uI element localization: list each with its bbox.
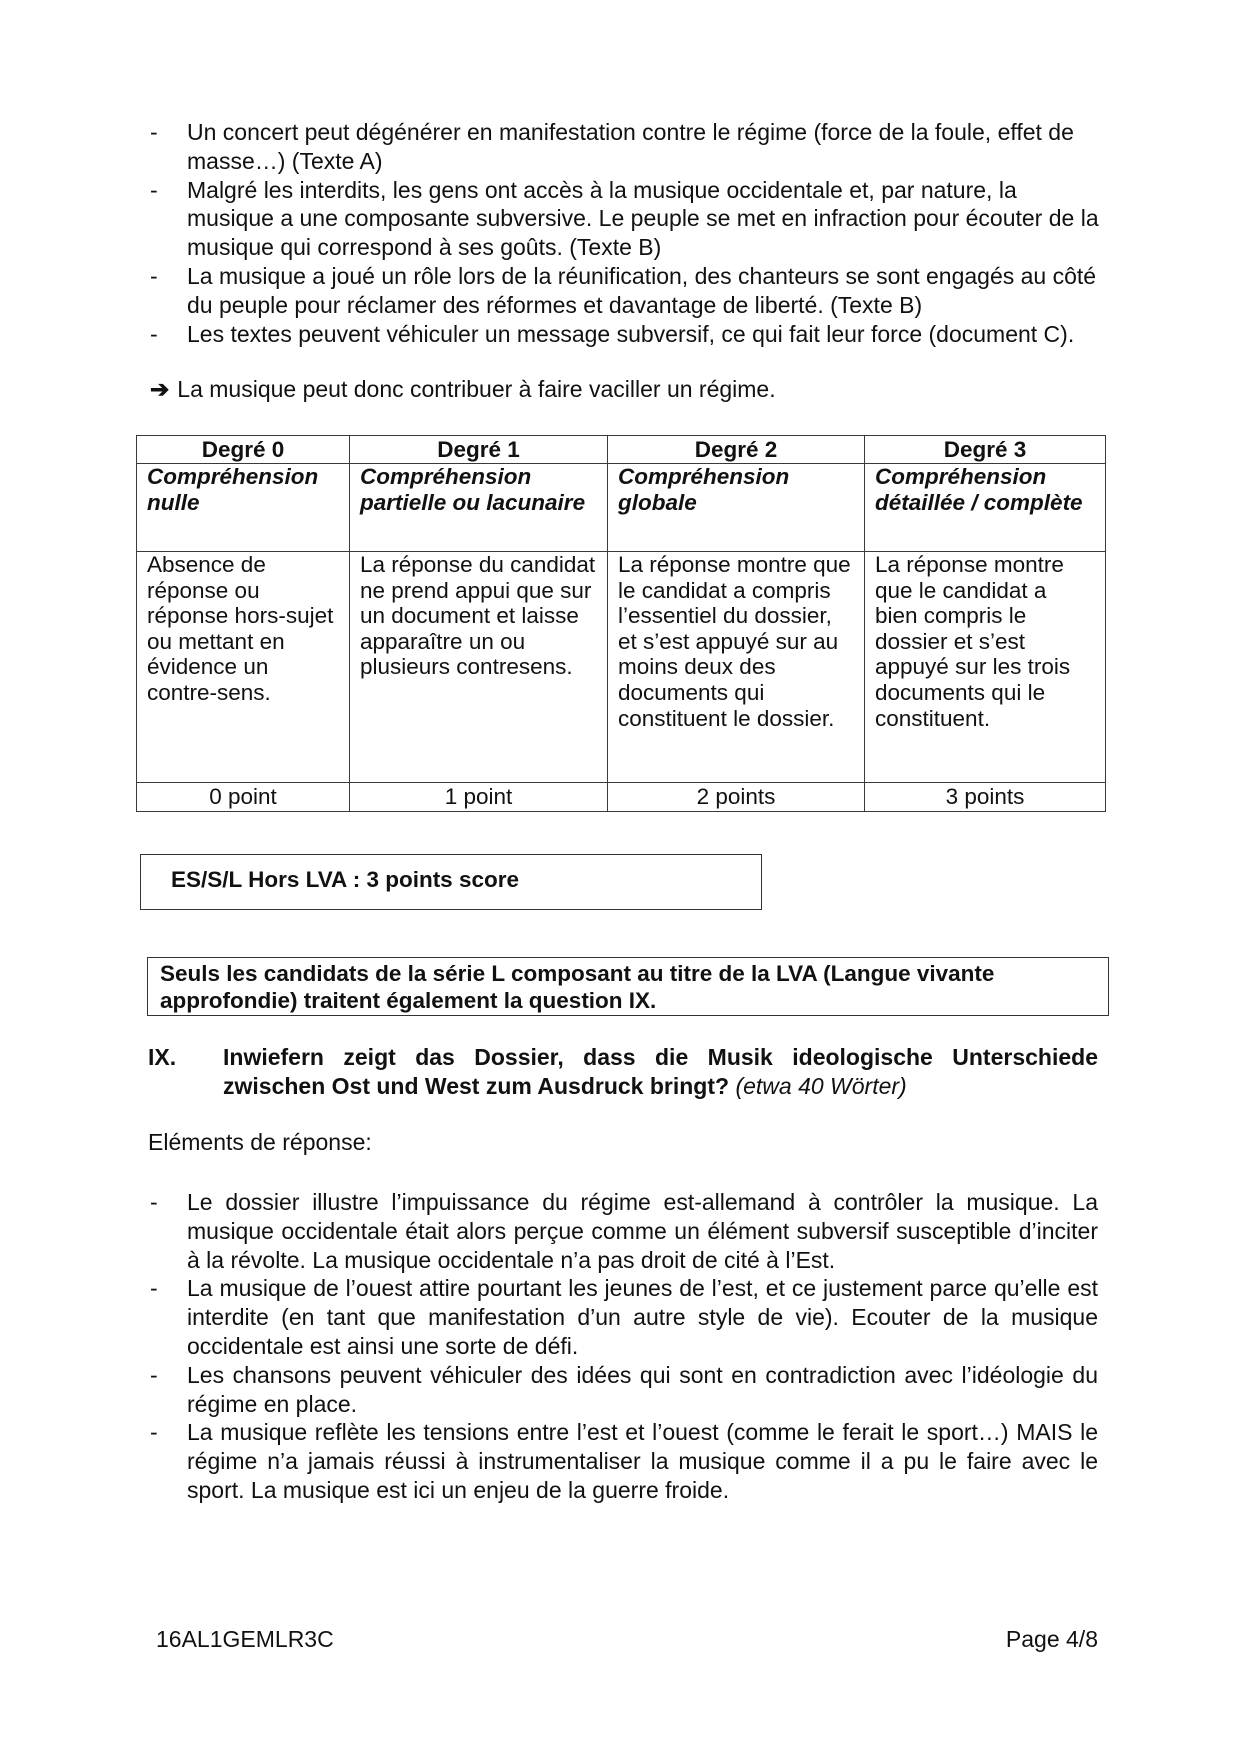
list-item-text: Un concert peut dégénérer en manifestation contre le régime (force de la foule, effet de masse…) (Texte A) [187, 119, 1074, 174]
bullet-dash: - [150, 1189, 158, 1215]
level-cell: Compréhension nulle [137, 464, 350, 552]
list-item-text: La musique a joué un rôle lors de la réunification, des chanteurs se sont engagés au côté du peuple pour réclamer des réformes et davantage de liberté. (Texte B) [187, 262, 1097, 318]
list-item [150, 1274, 1098, 1360]
bullet-dash: - [150, 1275, 158, 1302]
bullet-dash: - [150, 320, 158, 347]
list-item-text: La musique reflète les tensions entre l’est et l’ouest (comme le ferait le sport…) MAIS le régime n’a jamais réussi à instrumentaliser la musique comme il a pu le faire avec le sport. La musique est ici un enjeu de la guerre froide. [187, 1419, 1098, 1503]
section-ix-answer-list [150, 1188, 1098, 1505]
bullet-dash: - [150, 262, 158, 289]
footer-page-number: Page 4/8 [1005, 1626, 1098, 1652]
table-row [137, 464, 1106, 552]
conclusion-line [150, 375, 776, 404]
description-cell: La réponse montre que le candidat a compris l’essentiel du dossier, et s’est appuyé sur au moins deux des documents qui constituent le dossier. [608, 552, 865, 783]
table-row [137, 783, 1106, 812]
table-header-row [137, 436, 1106, 464]
bullet-dash: - [150, 1361, 158, 1388]
list-item [150, 176, 1110, 262]
list-item-text: Les chansons peuvent véhiculer des idées qui sont en contradiction avec l’idéologie du régime en place. [187, 1361, 1098, 1417]
list-item [150, 262, 1110, 320]
list-item [150, 320, 1110, 349]
question-number: IX. [148, 1044, 177, 1070]
table-row [137, 552, 1106, 783]
list-item-text: Le dossier illustre l’impuissance du régime est-allemand à contrôler la musique. La musique occidentale était alors perçue comme un élément subversif susceptible d’inciter à la révolte. La musique occidentale n’a pas droit de cité à l’Est. [187, 1189, 1098, 1273]
grading-table [136, 435, 1106, 812]
header-cell: Degré 0 [137, 436, 350, 464]
description-cell: La réponse montre que le candidat a bien compris le dossier et s’est appuyé sur les trois documents qui le constituent. [865, 552, 1106, 783]
list-item-text: Malgré les interdits, les gens ont accès à la musique occidentale et, par nature, la musique a une composante subversive. Le peuple se met en infraction pour écouter de la musique qui correspond à ses goûts. (Texte B) [187, 176, 1099, 261]
level-cell: Compréhension partielle ou lacunaire [350, 464, 608, 552]
list-item-text: Les textes peuvent véhiculer un message subversif, ce qui fait leur force (document C). [187, 320, 1075, 347]
points-cell: 0 point [137, 783, 350, 812]
header-cell: Degré 3 [865, 436, 1106, 464]
list-item [150, 1361, 1098, 1419]
description-cell: Absence de réponse ou réponse hors-sujet ou mettant en évidence un contre-sens. [137, 552, 350, 783]
question-hint: (etwa 40 Wörter) [735, 1073, 907, 1099]
list-item-text: La musique de l’ouest attire pourtant les jeunes de l’est, et ce justement parce qu’elle est interdite (en tant que manifestation d’un autre style de vie). Ecouter de la musique occidentale est ainsi une sorte de défi. [187, 1275, 1098, 1359]
points-cell: 3 points [865, 783, 1106, 812]
level-cell: Compréhension globale [608, 464, 865, 552]
list-item [150, 1418, 1098, 1504]
question-text: Inwiefern zeigt das Dossier, dass die Musik ideologische Unterschiede zwischen Ost und West zum Ausdruck bringt? [223, 1044, 1098, 1099]
bullet-dash: - [150, 119, 158, 145]
list-item [150, 118, 1110, 176]
list-item [150, 1188, 1098, 1274]
points-cell: 2 points [608, 783, 865, 812]
conclusion-text: La musique peut donc contribuer à faire vaciller un régime. [177, 376, 776, 402]
lva-notice-text: Seuls les candidats de la série L composant au titre de la LVA (Langue vivante approfondie) traitent également la question IX. [160, 961, 995, 1013]
score-box-text: ES/S/L Hors LVA : 3 points score [171, 867, 519, 892]
header-cell: Degré 1 [350, 436, 608, 464]
score-box [140, 854, 762, 910]
bullet-dash: - [150, 176, 158, 203]
level-cell: Compréhension détaillée / complète [865, 464, 1106, 552]
description-cell: La réponse du candidat ne prend appui que sur un document et laisse apparaître un ou plusieurs contresens. [350, 552, 608, 783]
elements-label: Eléments de réponse: [148, 1129, 372, 1155]
header-cell: Degré 2 [608, 436, 865, 464]
arrow-right-icon: ➔ [150, 376, 170, 402]
lva-notice-box [147, 957, 1109, 1016]
points-cell: 1 point [350, 783, 608, 812]
bullet-dash: - [150, 1419, 158, 1446]
footer-document-code: 16AL1GEMLR3C [156, 1626, 334, 1652]
section-viii-answer-list [150, 118, 1110, 348]
question-text-block [223, 1043, 1098, 1101]
question-ix [148, 1043, 1098, 1101]
